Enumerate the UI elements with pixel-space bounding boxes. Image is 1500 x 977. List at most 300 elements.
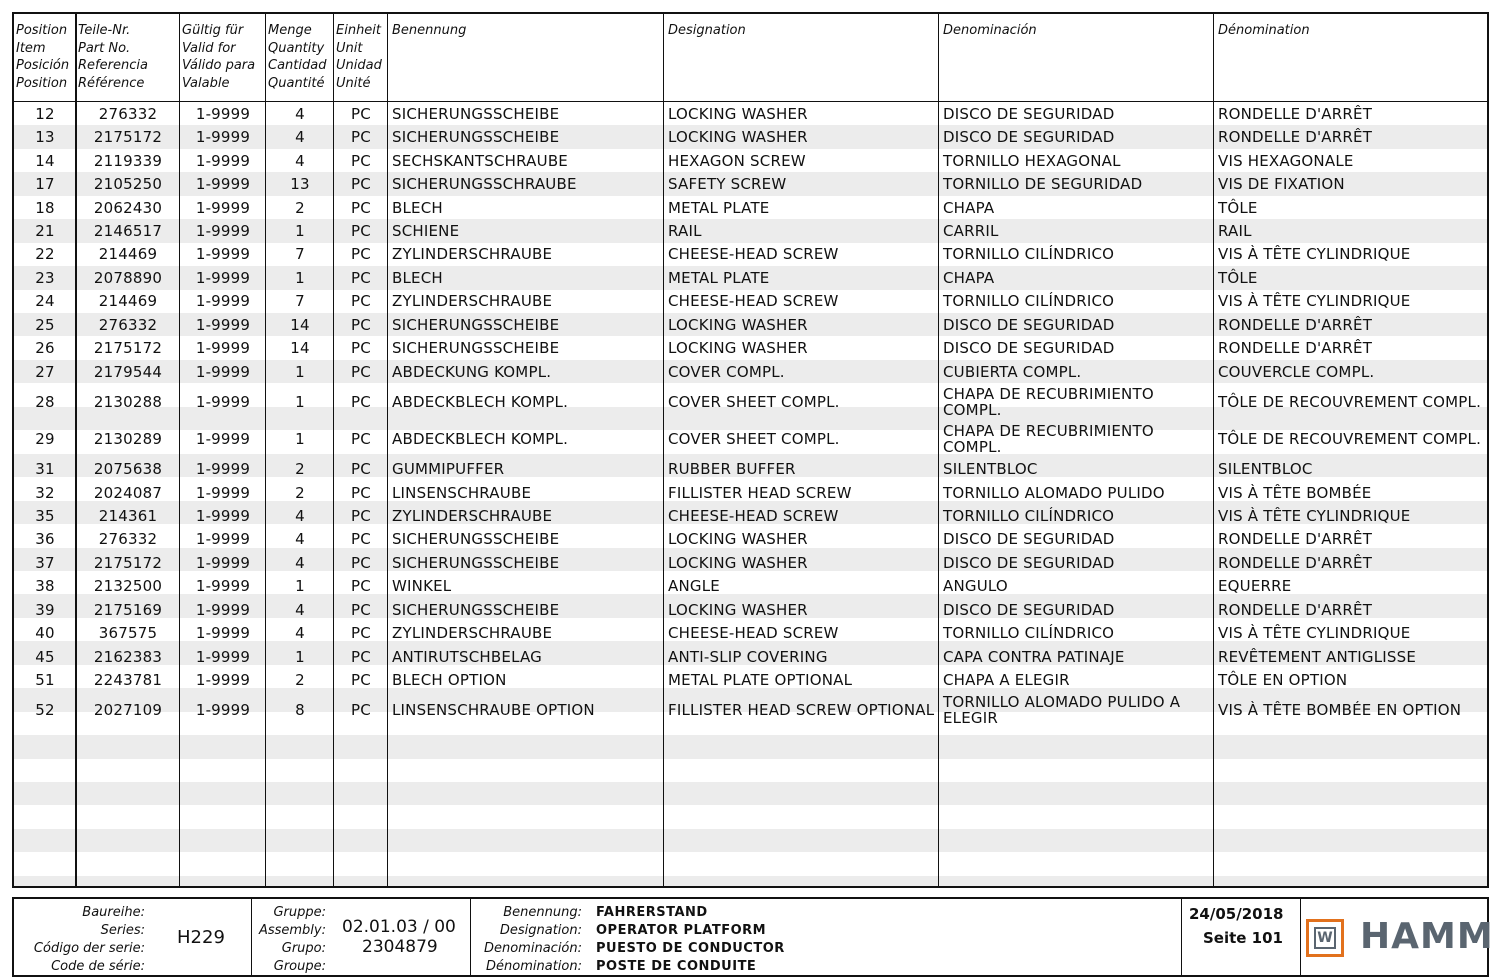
- cell-unit: PC: [351, 362, 371, 381]
- cell-position: 27: [35, 362, 55, 381]
- header-german: [388, 14, 664, 102]
- cell-english: CHEESE-HEAD SCREW: [668, 507, 839, 526]
- cell-french: TÔLE: [1218, 198, 1258, 217]
- cell-valid-for: 1-9999: [195, 483, 251, 502]
- cell-position: 12: [35, 104, 55, 123]
- group-labels: [254, 904, 326, 976]
- cell-unit: PC: [351, 701, 371, 720]
- header-text: Position: [16, 23, 68, 38]
- cell-spanish: DISCO DE SEGURIDAD: [943, 128, 1115, 147]
- header-text: Unidad: [336, 58, 382, 73]
- table-row: [14, 457, 1487, 480]
- cell-german: SICHERUNGSSCHEIBE: [392, 530, 560, 549]
- cell-german: LINSENSCHRAUBE: [392, 483, 532, 502]
- header-text: Posición: [16, 58, 70, 73]
- cell-part-no: 2146517: [93, 221, 163, 240]
- cell-quantity: 4: [295, 104, 305, 123]
- cell-valid-for: 1-9999: [195, 460, 251, 479]
- header-valid-for: [180, 14, 266, 102]
- table-row: [14, 420, 1487, 457]
- cell-part-no: 2175169: [93, 600, 163, 619]
- table-row: [14, 598, 1487, 621]
- name-value: PUESTO DE CONDUCTOR: [596, 941, 785, 956]
- cell-french: RONDELLE D'ARRÊT: [1218, 530, 1373, 549]
- header-text: Designation: [668, 23, 746, 38]
- cell-french: VIS À TÊTE BOMBÉE EN OPTION: [1218, 701, 1462, 720]
- table-row: [14, 102, 1487, 125]
- column-divider: [387, 14, 388, 886]
- cell-german: SICHERUNGSSCHEIBE: [392, 600, 560, 619]
- cell-unit: PC: [351, 151, 371, 170]
- table-row: [14, 504, 1487, 527]
- cell-german: ZYLINDERSCHRAUBE: [392, 507, 553, 526]
- cell-position: 40: [35, 624, 55, 643]
- cell-quantity: 1: [295, 268, 305, 287]
- parts-table: [12, 12, 1489, 888]
- cell-quantity: 2: [295, 671, 305, 690]
- cell-part-no: 2175172: [93, 553, 163, 572]
- cell-part-no: 214469: [98, 292, 158, 311]
- table-row: [14, 337, 1487, 360]
- header-text: Menge: [268, 23, 312, 38]
- header-part-no: [76, 14, 180, 102]
- cell-part-no: 2179544: [93, 362, 163, 381]
- cell-english: COVER SHEET COMPL.: [668, 429, 840, 448]
- cell-position: 18: [35, 198, 55, 217]
- cell-german: ZYLINDERSCHRAUBE: [392, 624, 553, 643]
- header-text: Quantité: [268, 75, 325, 91]
- cell-french: RONDELLE D'ARRÊT: [1218, 104, 1373, 123]
- header-spanish: [939, 14, 1214, 102]
- cell-position: 38: [35, 577, 55, 596]
- cell-valid-for: 1-9999: [195, 577, 251, 596]
- cell-unit: PC: [351, 507, 371, 526]
- cell-unit: PC: [351, 104, 371, 123]
- cell-valid-for: 1-9999: [195, 392, 251, 411]
- cell-unit: PC: [351, 392, 371, 411]
- cell-part-no: 2119339: [93, 151, 163, 170]
- header-text: Position: [16, 75, 68, 91]
- cell-english: ANGLE: [668, 577, 720, 596]
- cell-valid-for: 1-9999: [195, 315, 251, 334]
- cell-quantity: 4: [295, 553, 305, 572]
- cell-french: VIS HEXAGONALE: [1218, 151, 1354, 170]
- header-text: Benennung: [392, 23, 467, 38]
- cell-part-no: 276332: [98, 104, 158, 123]
- cell-position: 22: [35, 245, 55, 264]
- group-number: 2304879: [362, 937, 438, 957]
- cell-spanish: DISCO DE SEGURIDAD: [943, 104, 1115, 123]
- header-unit: [334, 14, 388, 102]
- group-value: 02.01.03 / 00: [342, 917, 456, 937]
- cell-quantity: 2: [295, 198, 305, 217]
- cell-spanish: CHAPA DE RECUBRIMIENTO COMPL.: [943, 384, 1154, 419]
- cell-valid-for: 1-9999: [195, 600, 251, 619]
- cell-position: 37: [35, 553, 55, 572]
- cell-valid-for: 1-9999: [195, 175, 251, 194]
- table-row: [14, 622, 1487, 645]
- table-row: [14, 172, 1487, 195]
- cell-english: LOCKING WASHER: [668, 600, 808, 619]
- table-row: [14, 219, 1487, 242]
- table-row: [14, 290, 1487, 313]
- cell-position: 39: [35, 600, 55, 619]
- table-row: [14, 149, 1487, 172]
- cell-quantity: 4: [295, 151, 305, 170]
- cell-english: LOCKING WASHER: [668, 128, 808, 147]
- cell-quantity: 2: [295, 460, 305, 479]
- page-number: Seite 101: [1203, 929, 1283, 947]
- cell-german: ZYLINDERSCHRAUBE: [392, 292, 553, 311]
- stripe-band: [14, 735, 1487, 758]
- header-text: Gültig für: [182, 23, 244, 38]
- name-value: POSTE DE CONDUITE: [596, 959, 757, 974]
- cell-german: SECHSKANTSCHRAUBE: [392, 151, 568, 170]
- header-text: Unité: [336, 75, 371, 91]
- hamm-logo-icon: [1306, 919, 1344, 957]
- header-text: Référence: [78, 75, 145, 91]
- cell-french: VIS DE FIXATION: [1218, 175, 1345, 194]
- cell-part-no: 2243781: [93, 671, 163, 690]
- series-value: H229: [177, 927, 225, 948]
- cell-german: BLECH: [392, 268, 443, 287]
- cell-german: ABDECKBLECH KOMPL.: [392, 392, 569, 411]
- cell-french: VIS À TÊTE CYLINDRIQUE: [1218, 292, 1411, 311]
- cell-english: LOCKING WASHER: [668, 530, 808, 549]
- cell-unit: PC: [351, 245, 371, 264]
- cell-position: 14: [35, 151, 55, 170]
- cell-valid-for: 1-9999: [195, 701, 251, 720]
- cell-valid-for: 1-9999: [195, 339, 251, 358]
- label: Grupo:: [281, 941, 326, 956]
- series-labels: [20, 904, 145, 976]
- cell-unit: PC: [351, 429, 371, 448]
- cell-valid-for: 1-9999: [195, 151, 251, 170]
- footer-divider: [1181, 899, 1182, 975]
- cell-spanish: TORNILLO HEXAGONAL: [943, 151, 1121, 170]
- cell-english: COVER COMPL.: [668, 362, 785, 381]
- cell-valid-for: 1-9999: [195, 292, 251, 311]
- header-text: Dénomination: [1218, 23, 1310, 38]
- stripe-band: [14, 876, 1487, 886]
- table-row: [14, 360, 1487, 383]
- cell-position: 36: [35, 530, 55, 549]
- cell-german: LINSENSCHRAUBE OPTION: [392, 701, 595, 720]
- cell-spanish: TORNILLO DE SEGURIDAD: [943, 175, 1143, 194]
- cell-french: TÔLE DE RECOUVREMENT COMPL.: [1218, 429, 1482, 448]
- cell-valid-for: 1-9999: [195, 671, 251, 690]
- label: Denominación:: [483, 941, 582, 956]
- header-position: [14, 14, 76, 102]
- cell-valid-for: 1-9999: [195, 624, 251, 643]
- cell-valid-for: 1-9999: [195, 268, 251, 287]
- cell-spanish: DISCO DE SEGURIDAD: [943, 553, 1115, 572]
- cell-quantity: 1: [295, 647, 305, 666]
- column-divider: [179, 14, 180, 886]
- cell-quantity: 1: [295, 429, 305, 448]
- table-row: [14, 243, 1487, 266]
- cell-french: RONDELLE D'ARRÊT: [1218, 600, 1373, 619]
- date: 24/05/2018: [1189, 905, 1284, 923]
- cell-unit: PC: [351, 198, 371, 217]
- cell-french: SILENTBLOC: [1218, 460, 1313, 479]
- column-divider: [75, 14, 77, 886]
- cell-french: RONDELLE D'ARRÊT: [1218, 553, 1373, 572]
- cell-english: RAIL: [668, 221, 702, 240]
- cell-english: LOCKING WASHER: [668, 315, 808, 334]
- cell-quantity: 1: [295, 221, 305, 240]
- table-row: [14, 528, 1487, 551]
- cell-unit: PC: [351, 624, 371, 643]
- table-row: [14, 481, 1487, 504]
- label: Dénomination:: [486, 959, 582, 974]
- table-row: [14, 551, 1487, 574]
- cell-french: RONDELLE D'ARRÊT: [1218, 128, 1373, 147]
- column-divider: [1213, 14, 1214, 886]
- cell-unit: PC: [351, 577, 371, 596]
- footer-divider: [470, 899, 471, 975]
- cell-part-no: 214361: [98, 507, 158, 526]
- label: Designation:: [499, 923, 582, 938]
- cell-quantity: 14: [290, 339, 310, 358]
- label: Series:: [100, 923, 145, 938]
- cell-part-no: 276332: [98, 315, 158, 334]
- cell-unit: PC: [351, 175, 371, 194]
- header-french: [1214, 14, 1487, 102]
- label: Code de série:: [51, 959, 145, 974]
- header-text: Valable: [182, 75, 230, 91]
- cell-valid-for: 1-9999: [195, 553, 251, 572]
- header-text: Cantidad: [268, 58, 327, 73]
- assembly-names: [596, 904, 785, 976]
- cell-quantity: 4: [295, 600, 305, 619]
- cell-german: SICHERUNGSSCHEIBE: [392, 104, 560, 123]
- cell-unit: PC: [351, 315, 371, 334]
- cell-german: ANTIRUTSCHBELAG: [392, 647, 542, 666]
- cell-french: TÔLE DE RECOUVREMENT COMPL.: [1218, 392, 1482, 411]
- cell-quantity: 13: [290, 175, 310, 194]
- table-row: [14, 383, 1487, 420]
- table-row: [14, 125, 1487, 148]
- cell-quantity: 2: [295, 483, 305, 502]
- cell-french: RAIL: [1218, 221, 1252, 240]
- cell-german: ZYLINDERSCHRAUBE: [392, 245, 553, 264]
- column-divider: [333, 14, 334, 886]
- header-text: Teile-Nr.: [78, 23, 131, 38]
- cell-french: VIS À TÊTE CYLINDRIQUE: [1218, 245, 1411, 264]
- label: Baureihe:: [82, 905, 145, 920]
- cell-german: ABDECKUNG KOMPL.: [392, 362, 552, 381]
- cell-unit: PC: [351, 292, 371, 311]
- cell-valid-for: 1-9999: [195, 221, 251, 240]
- header-text: Válido para: [182, 58, 256, 73]
- cell-english: LOCKING WASHER: [668, 104, 808, 123]
- cell-spanish: CAPA CONTRA PATINAJE: [943, 647, 1125, 666]
- cell-english: FILLISTER HEAD SCREW OPTIONAL: [668, 701, 935, 720]
- cell-french: VIS À TÊTE CYLINDRIQUE: [1218, 624, 1411, 643]
- cell-english: METAL PLATE OPTIONAL: [668, 671, 853, 690]
- cell-german: SICHERUNGSSCHEIBE: [392, 128, 560, 147]
- cell-french: COUVERCLE COMPL.: [1218, 362, 1375, 381]
- label: Benennung:: [503, 905, 582, 920]
- header-text: Referencia: [78, 58, 148, 73]
- cell-spanish: DISCO DE SEGURIDAD: [943, 339, 1115, 358]
- cell-german: SICHERUNGSSCHEIBE: [392, 553, 560, 572]
- cell-position: 51: [35, 671, 55, 690]
- cell-part-no: 214469: [98, 245, 158, 264]
- cell-valid-for: 1-9999: [195, 362, 251, 381]
- cell-unit: PC: [351, 600, 371, 619]
- cell-english: SAFETY SCREW: [668, 175, 787, 194]
- cell-german: SICHERUNGSSCHRAUBE: [392, 175, 577, 194]
- cell-spanish: CHAPA: [943, 268, 995, 287]
- cell-position: 32: [35, 483, 55, 502]
- brand-logo: HAMM: [1360, 916, 1494, 957]
- cell-german: SICHERUNGSSCHEIBE: [392, 315, 560, 334]
- cell-quantity: 1: [295, 362, 305, 381]
- cell-valid-for: 1-9999: [195, 507, 251, 526]
- cell-spanish: TORNILLO CILÍNDRICO: [943, 624, 1115, 643]
- cell-unit: PC: [351, 339, 371, 358]
- cell-part-no: 276332: [98, 530, 158, 549]
- cell-position: 35: [35, 507, 55, 526]
- cell-valid-for: 1-9999: [195, 104, 251, 123]
- cell-position: 24: [35, 292, 55, 311]
- cell-quantity: 7: [295, 292, 305, 311]
- name-value: FAHRERSTAND: [596, 905, 708, 920]
- cell-spanish: TORNILLO ALOMADO PULIDO A ELEGIR: [943, 693, 1181, 728]
- cell-valid-for: 1-9999: [195, 647, 251, 666]
- cell-french: EQUERRE: [1218, 577, 1292, 596]
- cell-english: RUBBER BUFFER: [668, 460, 796, 479]
- cell-english: CHEESE-HEAD SCREW: [668, 624, 839, 643]
- label: Gruppe:: [273, 905, 326, 920]
- cell-position: 25: [35, 315, 55, 334]
- header-text: Einheit: [336, 23, 382, 38]
- cell-french: RONDELLE D'ARRÊT: [1218, 315, 1373, 334]
- header-text: Valid for: [182, 40, 236, 56]
- footer-divider: [1300, 899, 1301, 975]
- column-divider: [265, 14, 266, 886]
- header-text: Item: [16, 40, 46, 56]
- cell-part-no: 2162383: [93, 647, 163, 666]
- cell-valid-for: 1-9999: [195, 198, 251, 217]
- cell-unit: PC: [351, 268, 371, 287]
- label: Groupe:: [273, 959, 326, 974]
- cell-spanish: CHAPA A ELEGIR: [943, 671, 1070, 690]
- table-row: [14, 313, 1487, 336]
- cell-valid-for: 1-9999: [195, 245, 251, 264]
- cell-english: HEXAGON SCREW: [668, 151, 806, 170]
- cell-part-no: 2024087: [93, 483, 163, 502]
- cell-part-no: 367575: [98, 624, 158, 643]
- cell-spanish: CHAPA: [943, 198, 995, 217]
- cell-quantity: 4: [295, 624, 305, 643]
- cell-french: REVÊTEMENT ANTIGLISSE: [1218, 647, 1417, 666]
- cell-valid-for: 1-9999: [195, 429, 251, 448]
- cell-part-no: 2132500: [93, 577, 163, 596]
- cell-unit: PC: [351, 647, 371, 666]
- cell-spanish: TORNILLO CILÍNDRICO: [943, 507, 1115, 526]
- cell-quantity: 14: [290, 315, 310, 334]
- cell-quantity: 8: [295, 701, 305, 720]
- cell-part-no: 2175172: [93, 339, 163, 358]
- header-english: [664, 14, 939, 102]
- cell-quantity: 4: [295, 128, 305, 147]
- cell-german: GUMMIPUFFER: [392, 460, 505, 479]
- cell-spanish: TORNILLO CILÍNDRICO: [943, 245, 1115, 264]
- column-divider: [938, 14, 939, 886]
- cell-position: 17: [35, 175, 55, 194]
- cell-position: 13: [35, 128, 55, 147]
- cell-english: METAL PLATE: [668, 268, 770, 287]
- cell-english: ANTI-SLIP COVERING: [668, 647, 828, 666]
- cell-french: TÔLE: [1218, 268, 1258, 287]
- header-text: Part No.: [78, 40, 131, 56]
- cell-part-no: 2130289: [93, 429, 163, 448]
- cell-unit: PC: [351, 530, 371, 549]
- cell-spanish: ANGULO: [943, 577, 1008, 596]
- cell-position: 45: [35, 647, 55, 666]
- cell-german: BLECH OPTION: [392, 671, 507, 690]
- cell-part-no: 2078890: [93, 268, 163, 287]
- cell-spanish: TORNILLO CILÍNDRICO: [943, 292, 1115, 311]
- cell-quantity: 4: [295, 530, 305, 549]
- header-text: Unit: [336, 40, 363, 56]
- label: Assembly:: [258, 923, 326, 938]
- cell-spanish: DISCO DE SEGURIDAD: [943, 600, 1115, 619]
- cell-english: CHEESE-HEAD SCREW: [668, 292, 839, 311]
- cell-french: RONDELLE D'ARRÊT: [1218, 339, 1373, 358]
- cell-position: 21: [35, 221, 55, 240]
- table-row: [14, 266, 1487, 289]
- table-row: [14, 575, 1487, 598]
- cell-part-no: 2130288: [93, 392, 163, 411]
- label: Código der serie:: [33, 941, 145, 956]
- cell-unit: PC: [351, 671, 371, 690]
- footer-divider: [251, 899, 252, 975]
- cell-valid-for: 1-9999: [195, 530, 251, 549]
- cell-german: BLECH: [392, 198, 443, 217]
- cell-unit: PC: [351, 483, 371, 502]
- cell-german: SICHERUNGSSCHEIBE: [392, 339, 560, 358]
- cell-part-no: 2075638: [93, 460, 163, 479]
- cell-part-no: 2062430: [93, 198, 163, 217]
- cell-unit: PC: [351, 221, 371, 240]
- cell-unit: PC: [351, 553, 371, 572]
- cell-quantity: 7: [295, 245, 305, 264]
- cell-english: METAL PLATE: [668, 198, 770, 217]
- cell-spanish: TORNILLO ALOMADO PULIDO: [943, 483, 1165, 502]
- cell-unit: PC: [351, 460, 371, 479]
- header-quantity: [266, 14, 334, 102]
- cell-german: WINKEL: [392, 577, 452, 596]
- name-value: OPERATOR PLATFORM: [596, 923, 767, 938]
- cell-position: 31: [35, 460, 55, 479]
- table-row: [14, 196, 1487, 219]
- table-row: [14, 668, 1487, 691]
- header-text: Quantity: [268, 40, 325, 56]
- cell-german: ABDECKBLECH KOMPL.: [392, 429, 569, 448]
- table-row: [14, 645, 1487, 668]
- cell-french: TÔLE EN OPTION: [1218, 671, 1348, 690]
- cell-spanish: CARRIL: [943, 221, 999, 240]
- cell-part-no: 2175172: [93, 128, 163, 147]
- cell-position: 29: [35, 429, 55, 448]
- cell-english: FILLISTER HEAD SCREW: [668, 483, 852, 502]
- cell-english: LOCKING WASHER: [668, 553, 808, 572]
- name-labels: [474, 904, 582, 976]
